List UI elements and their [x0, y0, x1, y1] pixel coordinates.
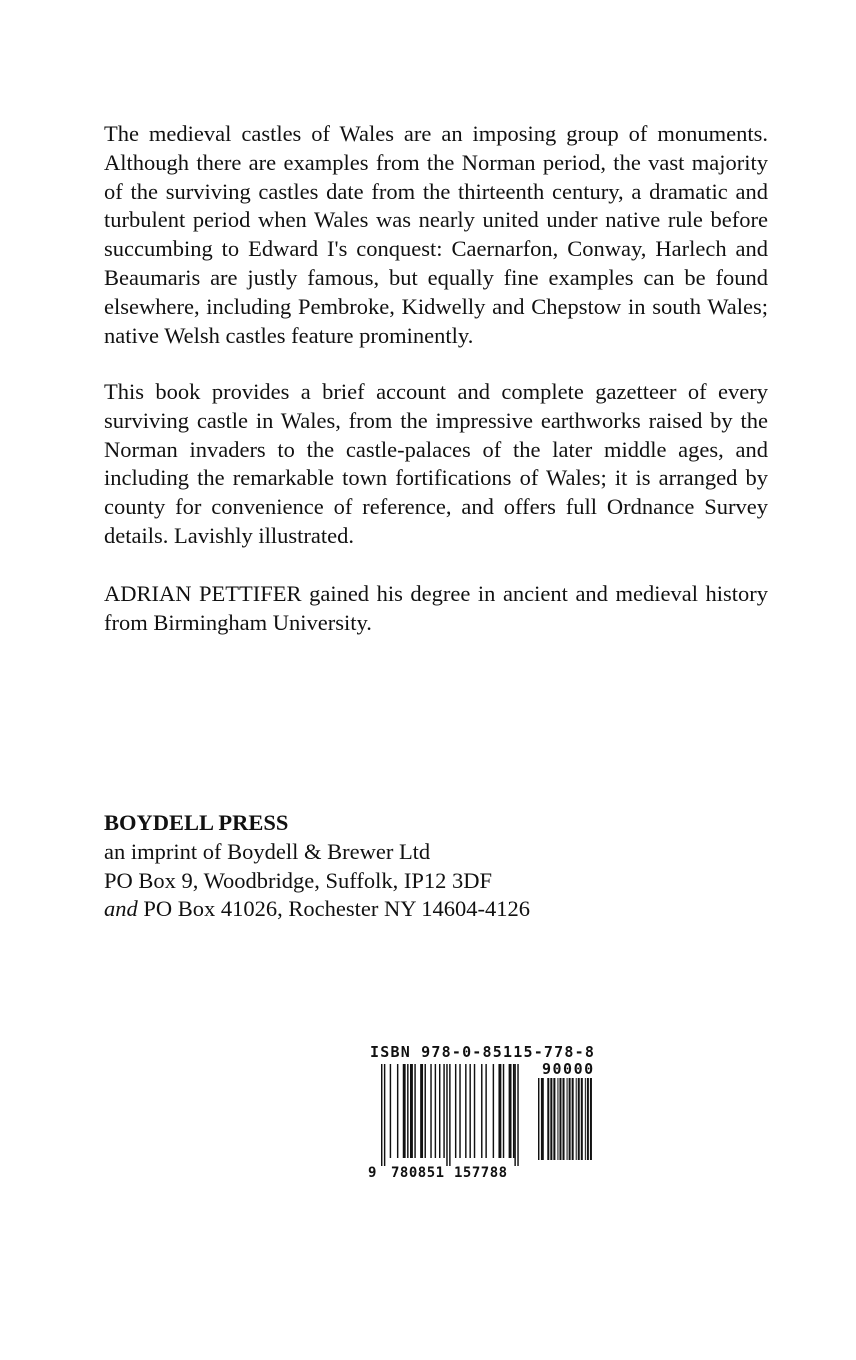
addon-bar	[581, 1078, 583, 1160]
addon-bar	[590, 1078, 592, 1160]
barcode-bar	[474, 1064, 475, 1158]
isbn-label: ISBN 978-0-85115-778-8	[370, 1043, 596, 1061]
barcode-bar	[397, 1064, 398, 1158]
addon-bar	[567, 1078, 568, 1160]
addon-bar	[576, 1078, 577, 1160]
guard-bar	[517, 1064, 518, 1166]
addon-bar	[559, 1078, 561, 1160]
publisher-block	[104, 809, 530, 924]
barcode-bar	[390, 1064, 391, 1158]
barcode-graphic	[366, 1040, 616, 1190]
barcode-bar	[410, 1064, 413, 1158]
barcode-left-digits: 780851	[391, 1165, 445, 1181]
address-us-prefix: and	[104, 896, 138, 922]
barcode-bar	[403, 1064, 406, 1158]
addon-guard-bar	[538, 1078, 539, 1160]
imprint-line: an imprint of Boydell & Brewer Ltd	[104, 838, 431, 864]
addon-bar	[557, 1078, 558, 1160]
barcode-bar	[443, 1064, 444, 1158]
barcode-bar	[481, 1064, 482, 1158]
guard-bar	[381, 1064, 382, 1166]
address-us-line	[104, 895, 530, 924]
address-us: PO Box 41026, Rochester NY 14604-4126	[137, 896, 531, 922]
addon-bars	[538, 1078, 592, 1160]
addon-bar	[569, 1078, 571, 1160]
description-paragraph-1: The medieval castles of Wales are an imposing group of monuments. Although there are examples from the Norman period, the vast majority of the surviving castles date from the thirteenth century, a dramatic and turbulent period when Wales was nearly united under native rule before succumbing to Edward I's conquest: Caernarfon, Conway, Harlech and Beaumaris are justly famous, but equally fine examples can be found elsewhere, including Pembroke, Kidwelly and Chepstow in south Wales; native Welsh castles feature prominently.	[104, 121, 768, 348]
barcode-right-digits: 157788	[454, 1165, 508, 1181]
price-code: 90000	[542, 1060, 595, 1078]
barcode-bar	[420, 1064, 423, 1158]
barcode-bar	[503, 1064, 504, 1158]
addon-bar	[585, 1078, 586, 1160]
barcode-bar	[509, 1064, 512, 1158]
barcode-bar	[485, 1064, 486, 1158]
barcode-bar	[469, 1064, 470, 1158]
barcode-bar	[459, 1064, 460, 1158]
publisher-name: BOYDELL PRESS	[104, 810, 289, 835]
address-uk: PO Box 9, Woodbridge, Suffolk, IP12 3DF	[104, 867, 493, 893]
barcode-bar	[425, 1064, 426, 1158]
addon-bar	[578, 1078, 580, 1160]
barcode-bar	[435, 1064, 436, 1158]
barcode-bar	[439, 1064, 440, 1158]
barcode-bar	[465, 1064, 466, 1158]
addon-guard-bar	[541, 1078, 544, 1160]
author-bio: ADRIAN PETTIFER gained his degree in ancient and medieval history from Birmingham University.	[104, 581, 768, 635]
guard-bar	[446, 1064, 447, 1166]
addon-bar	[563, 1078, 565, 1160]
description-paragraph-2: This book provides a brief account and complete gazetteer of every surviving castle in Wales, from the impressive earthworks raised by the Norman invaders to the castle-palaces of the later middle ages, and including the remarkable town fortifications of Wales; it is arranged by county for convenience of reference, and offers full Ordnance Survey details. Lavishly illustrated.	[104, 379, 768, 548]
addon-bar	[572, 1078, 574, 1160]
barcode-bar	[455, 1064, 456, 1158]
addon-bar	[547, 1078, 549, 1160]
guard-bar	[514, 1064, 515, 1166]
addon-bar	[587, 1078, 589, 1160]
barcode-bar	[407, 1064, 408, 1158]
barcode-first-digit: 9	[368, 1165, 377, 1181]
guard-bar	[384, 1064, 385, 1166]
barcode-bar	[414, 1064, 415, 1158]
barcode-bar	[493, 1064, 494, 1158]
barcode-bar	[498, 1064, 501, 1158]
barcode-bar	[430, 1064, 431, 1158]
isbn-barcode	[366, 1040, 616, 1190]
barcode-bar	[513, 1064, 514, 1158]
addon-bar	[553, 1078, 555, 1160]
guard-bar	[449, 1064, 450, 1166]
ean-bars	[381, 1064, 519, 1166]
addon-bar	[550, 1078, 552, 1160]
